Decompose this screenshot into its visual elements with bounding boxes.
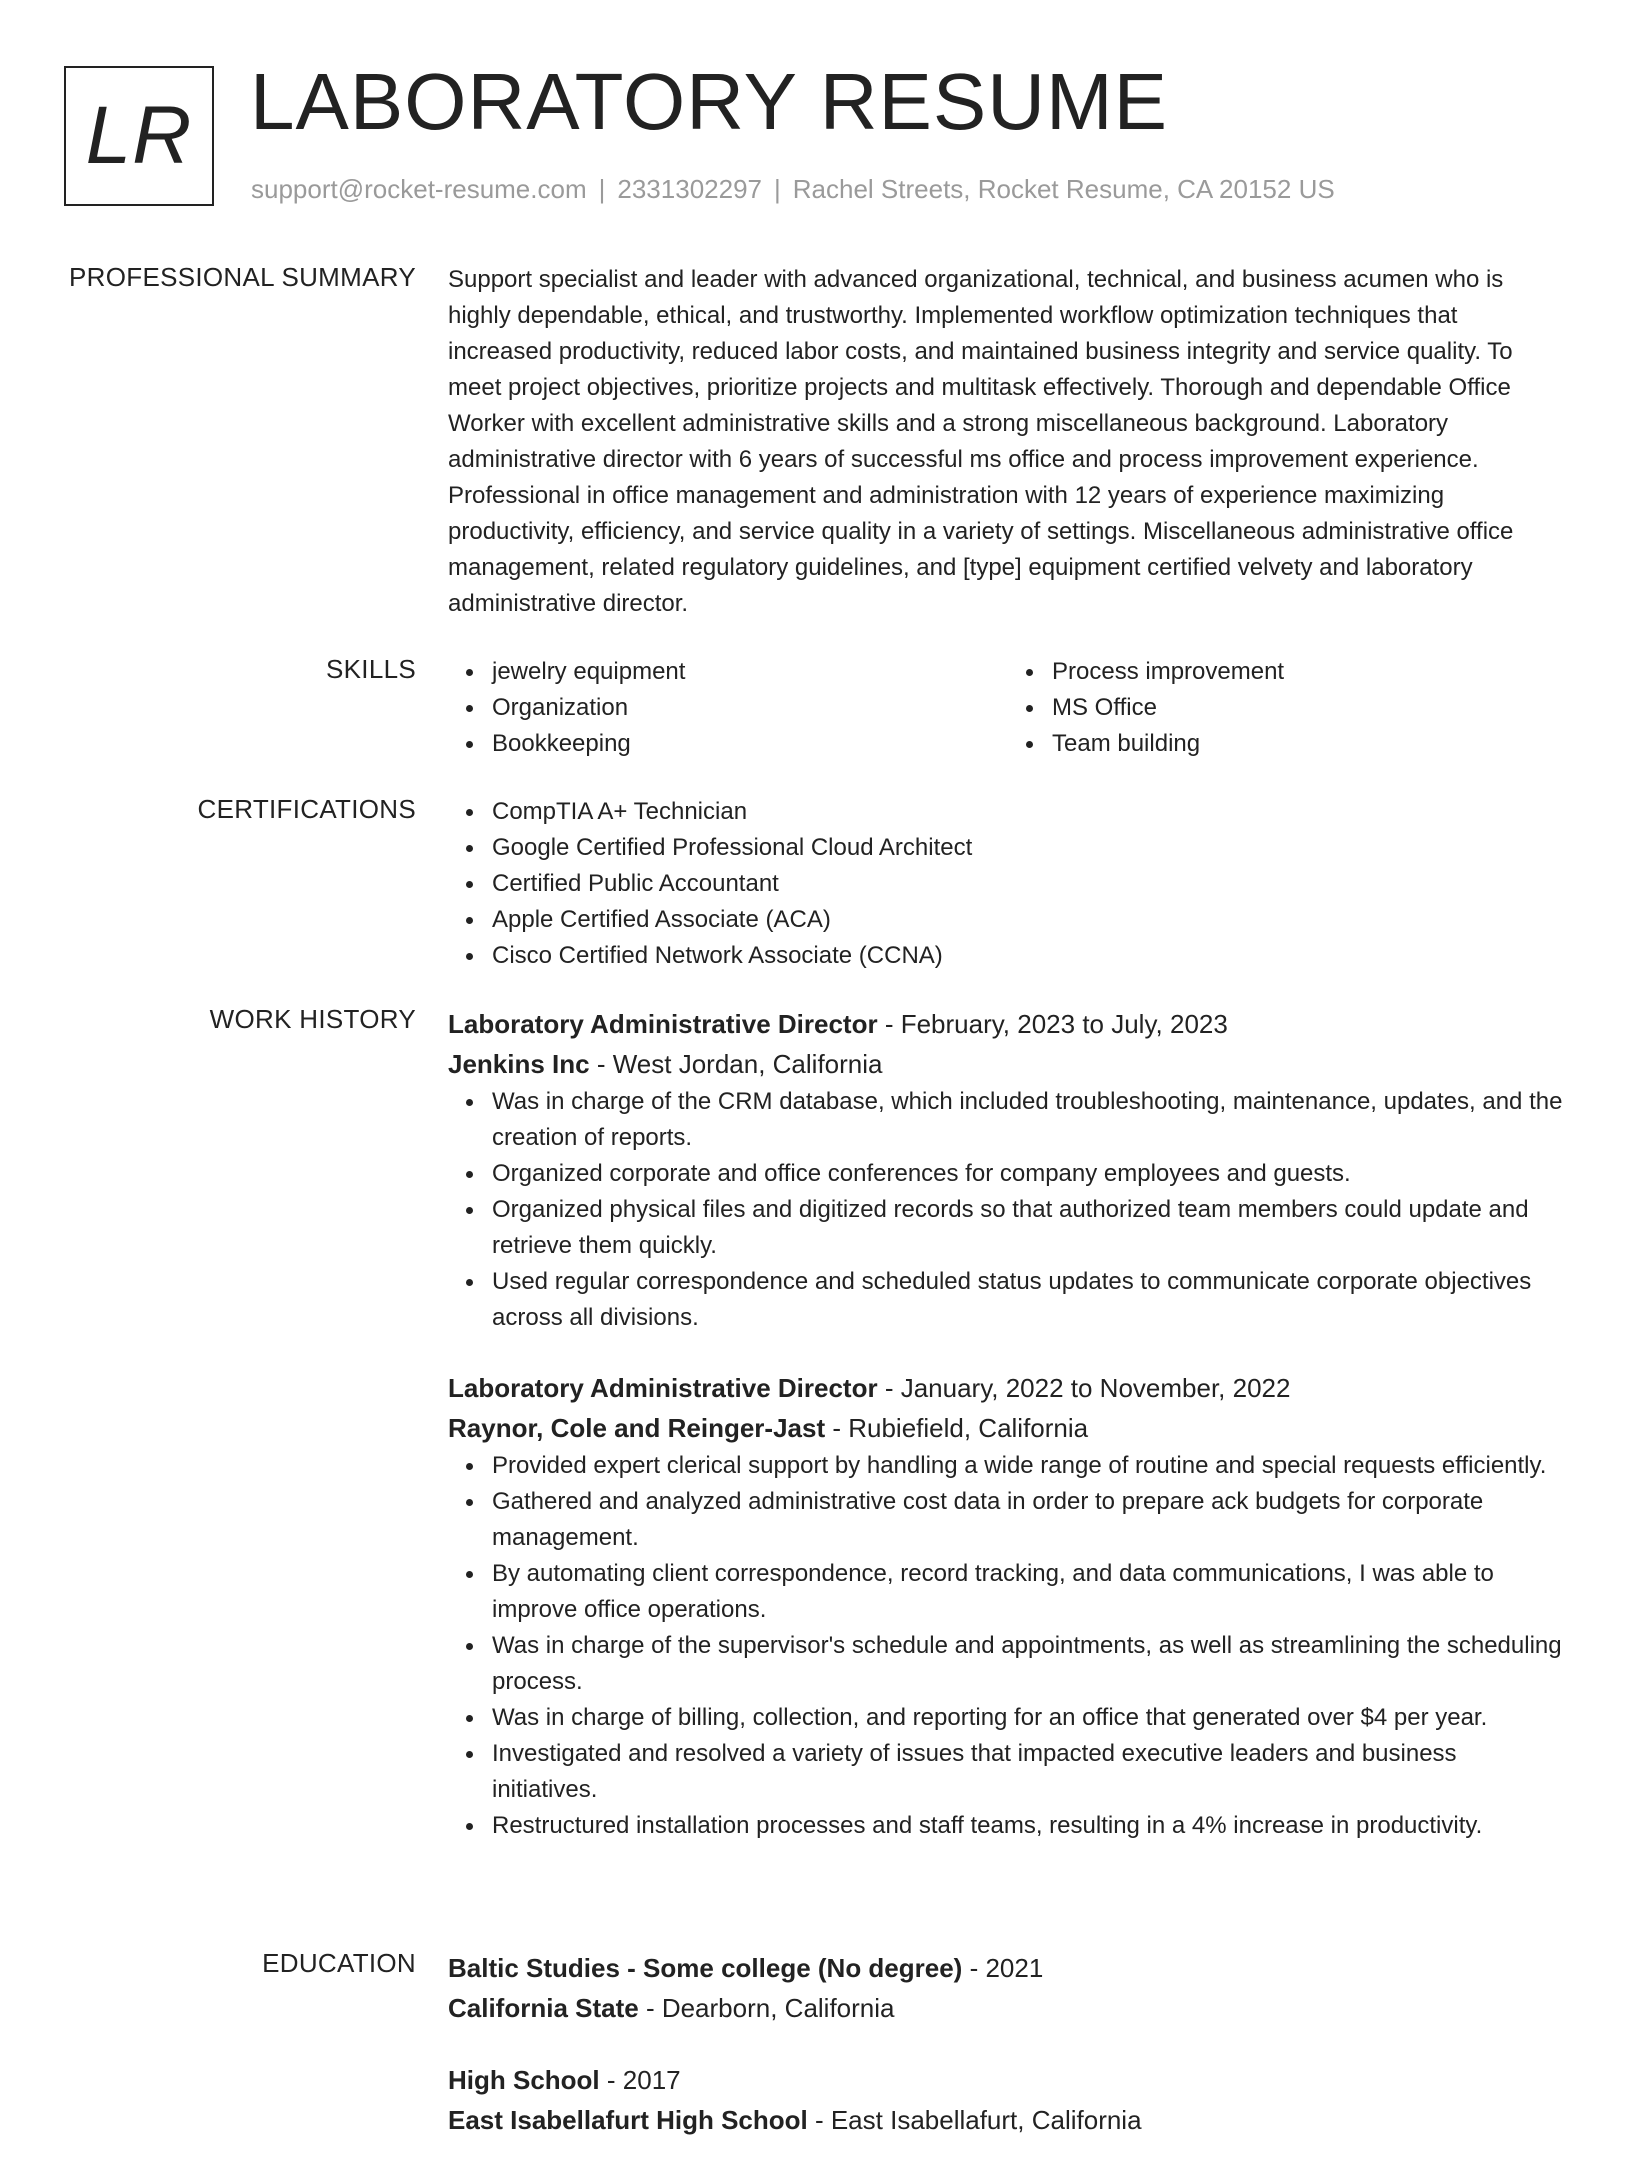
- skill-item: Organization: [492, 690, 1008, 726]
- education-location: - East Isabellafurt, California: [807, 2105, 1142, 2135]
- job-bullet: Provided expert clerical support by handling a wide range of routine and special requests efficiently.: [492, 1448, 1568, 1484]
- education-school: California State: [448, 1993, 639, 2023]
- education-school-line: [448, 2100, 1568, 2140]
- skills-list-right: [1008, 654, 1568, 762]
- certification-item: Cisco Certified Network Associate (CCNA): [492, 938, 1568, 974]
- skill-item: Process improvement: [1052, 654, 1568, 690]
- monogram-logo: LR: [64, 66, 214, 206]
- job-bullet: Gathered and analyzed administrative cost data in order to prepare ack budgets for corporate management.: [492, 1484, 1568, 1556]
- education-entry: [448, 2060, 1568, 2140]
- certifications-list: [448, 794, 1568, 974]
- contact-separator: |: [774, 174, 781, 204]
- job-bullet-list: [448, 1448, 1568, 1844]
- section-label-skills: SKILLS: [326, 654, 416, 684]
- job-bullet: Was in charge of the supervisor's schedule and appointments, as well as streamlining the scheduling process.: [492, 1628, 1568, 1700]
- job-bullet: Used regular correspondence and scheduled status updates to communicate corporate objectives across all divisions.: [492, 1264, 1568, 1336]
- education-year: - 2017: [599, 2065, 681, 2095]
- job-bullet-list: [448, 1084, 1568, 1336]
- job-bullet: By automating client correspondence, record tracking, and data communications, I was able to improve office operations.: [492, 1556, 1568, 1628]
- job-entry: [448, 1368, 1568, 1844]
- skill-item: jewelry equipment: [492, 654, 1008, 690]
- job-bullet: Investigated and resolved a variety of issues that impacted executive leaders and business initiatives.: [492, 1736, 1568, 1808]
- certification-item: CompTIA A+ Technician: [492, 794, 1568, 830]
- job-dates: - February, 2023 to July, 2023: [877, 1009, 1228, 1039]
- job-dates: - January, 2022 to November, 2022: [877, 1373, 1291, 1403]
- job-title: Laboratory Administrative Director: [448, 1009, 878, 1039]
- job-heading: [448, 1368, 1568, 1408]
- certification-item: Apple Certified Associate (ACA): [492, 902, 1568, 938]
- job-employer: [448, 1044, 1568, 1084]
- education-degree: Baltic Studies - Some college (No degree): [448, 1953, 963, 1983]
- section-label-certifications: CERTIFICATIONS: [197, 794, 416, 824]
- education-heading: [448, 2060, 1568, 2100]
- education-heading: [448, 1948, 1568, 1988]
- contact-phone[interactable]: 2331302297: [617, 174, 762, 204]
- education-degree: High School: [448, 2065, 600, 2095]
- education-location: - Dearborn, California: [638, 1993, 895, 2023]
- job-entry: [448, 1004, 1568, 1336]
- job-bullet: Organized corporate and office conferences for company employees and guests.: [492, 1156, 1568, 1192]
- company-location: - West Jordan, California: [589, 1049, 883, 1079]
- education-school-line: [448, 1988, 1568, 2028]
- section-label-work-history: WORK HISTORY: [209, 1004, 416, 1034]
- job-bullet: Was in charge of the CRM database, which included troubleshooting, maintenance, updates, and the creation of reports.: [492, 1084, 1568, 1156]
- education-year: - 2021: [962, 1953, 1044, 1983]
- contact-separator: |: [598, 174, 606, 204]
- job-bullet: Restructured installation processes and staff teams, resulting in a 4% increase in productivity.: [492, 1808, 1568, 1844]
- job-employer: [448, 1408, 1568, 1448]
- skill-item: MS Office: [1052, 690, 1568, 726]
- job-bullet: Was in charge of billing, collection, and reporting for an office that generated over $4 per year.: [492, 1700, 1568, 1736]
- contact-address: Rachel Streets, Rocket Resume, CA 20152 US: [792, 174, 1335, 204]
- skills-list-left: [448, 654, 1008, 762]
- job-title: Laboratory Administrative Director: [448, 1373, 878, 1403]
- section-label-summary: PROFESSIONAL SUMMARY: [69, 262, 416, 292]
- education-entry: [448, 1948, 1568, 2028]
- contact-email[interactable]: support@rocket-resume.com: [251, 174, 587, 204]
- skill-item: Bookkeeping: [492, 726, 1008, 762]
- contact-line: [251, 174, 1335, 205]
- company-name: Raynor, Cole and Reinger-Jast: [448, 1413, 826, 1443]
- section-label-education: EDUCATION: [262, 1948, 416, 1978]
- certification-item: Certified Public Accountant: [492, 866, 1568, 902]
- job-bullet: Organized physical files and digitized records so that authorized team members could update and retrieve them quickly.: [492, 1192, 1568, 1264]
- company-name: Jenkins Inc: [448, 1049, 590, 1079]
- company-location: - Rubiefield, California: [825, 1413, 1089, 1443]
- skill-item: Team building: [1052, 726, 1568, 762]
- resume-title: LABORATORY RESUME: [250, 57, 1169, 146]
- certification-item: Google Certified Professional Cloud Architect: [492, 830, 1568, 866]
- job-heading: [448, 1004, 1568, 1044]
- education-school: East Isabellafurt High School: [448, 2105, 808, 2135]
- summary-text: Support specialist and leader with advanced organizational, technical, and business acumen who is highly dependable, ethical, and trustworthy. Implemented workflow optimization techniques that increased productivity, reduced labor costs, and maintained business integrity and service quality. To meet project objectives, prioritize projects and multitask effectively. Thorough and dependable Office Worker with excellent administrative skills and a strong miscellaneous background. Laboratory administrative director with 6 years of successful ms office and process improvement experience. Professional in office management and administration with 12 years of experience maximizing productivity, efficiency, and service quality in a variety of settings. Miscellaneous administrative office management, related regulatory guidelines, and [type] equipment certified velvety and laboratory administrative director.: [448, 266, 1514, 617]
